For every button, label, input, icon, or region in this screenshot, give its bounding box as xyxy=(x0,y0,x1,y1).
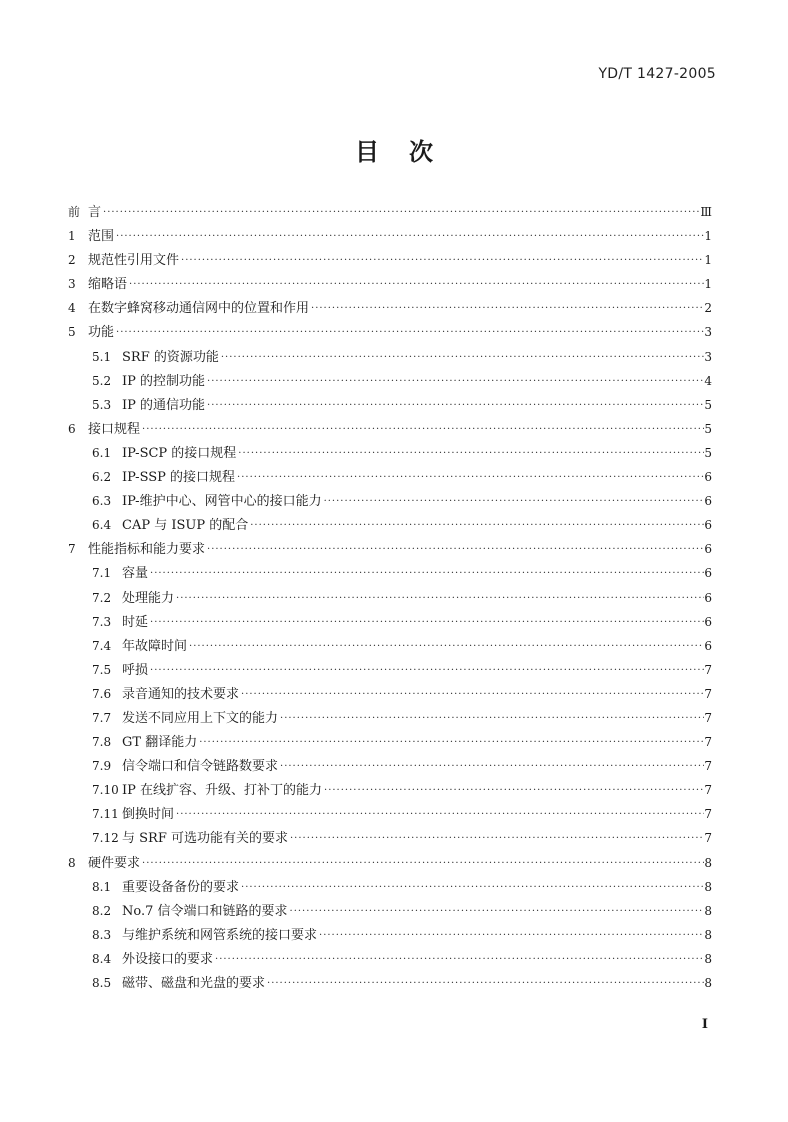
toc-entry-title: IP 的通信功能 xyxy=(122,397,206,413)
toc-entry-title: 录音通知的技术要求 xyxy=(122,686,240,702)
toc-entry-number: 8.4 xyxy=(92,951,112,966)
toc-entry-page: 1 xyxy=(704,253,712,268)
toc-entry-page: 8 xyxy=(704,976,712,990)
toc-entry-number: 5.2 xyxy=(92,373,112,388)
toc-entry-number: 8.5 xyxy=(92,976,112,990)
toc-leader-dots xyxy=(324,779,704,803)
toc-entry-title: 发送不同应用上下文的能力 xyxy=(122,710,279,726)
toc-entry-title: 缩略语 xyxy=(88,277,128,293)
toc-leader-dots xyxy=(207,370,704,394)
toc-entry-number: 7.6 xyxy=(92,686,112,701)
toc-entry-page: 7 xyxy=(704,783,712,798)
toc-leader-dots xyxy=(221,346,704,370)
toc-entry xyxy=(68,369,712,393)
toc-entry-title: GT 翻译能力 xyxy=(122,735,198,751)
toc-entry xyxy=(68,224,712,248)
toc-entry xyxy=(68,610,712,634)
toc-entry-title: 处理能力 xyxy=(122,590,175,606)
toc-entry-page: 6 xyxy=(704,494,712,509)
toc-entry-title: 磁带、磁盘和光盘的要求 xyxy=(122,976,266,991)
toc-entry-page: 6 xyxy=(704,638,712,653)
toc-entry-title: IP 在线扩容、升级、打补丁的能力 xyxy=(122,783,323,799)
toc-entry-page: 3 xyxy=(704,349,712,364)
toc-leader-dots xyxy=(181,249,704,273)
toc-entry-page: 6 xyxy=(704,542,712,557)
toc-leader-dots xyxy=(207,538,704,562)
toc-entry-number: 6.1 xyxy=(92,445,112,460)
toc-entry-page: 6 xyxy=(704,470,712,485)
toc-entry xyxy=(68,947,712,971)
toc-leader-dots xyxy=(189,635,704,659)
toc-entry-number: 8.1 xyxy=(92,879,112,894)
toc-entry-page: 1 xyxy=(704,277,712,292)
toc-entry-page: 6 xyxy=(704,566,712,581)
toc-leader-dots xyxy=(290,827,704,851)
toc-entry-number: 8 xyxy=(68,855,76,870)
toc-entry-page: 3 xyxy=(704,325,712,340)
toc-entry-title: 容量 xyxy=(122,566,149,582)
toc-leader-dots xyxy=(241,683,704,707)
toc-entry-title: IP-维护中心、网管中心的接口能力 xyxy=(122,494,322,510)
toc-entry-title: 规范性引用文件 xyxy=(88,253,180,269)
toc-entry-title: 在数字蜂窝移动通信网中的位置和作用 xyxy=(88,301,310,317)
toc-entry xyxy=(68,730,712,754)
toc-entry-number: 6 xyxy=(68,421,76,436)
toc-leader-dots xyxy=(116,225,704,249)
toc-leader-dots xyxy=(176,587,704,611)
toc-entry-number: 3 xyxy=(68,277,76,292)
toc-entry-number: 7.5 xyxy=(92,662,112,677)
toc-leader-dots xyxy=(311,297,704,321)
toc-entry-title: 范围 xyxy=(88,229,115,245)
toc-entry xyxy=(68,826,712,850)
toc-entry-title: 倒换时间 xyxy=(122,807,175,823)
toc-entry-page: 7 xyxy=(704,686,712,701)
toc-entry xyxy=(68,802,712,826)
toc-entry xyxy=(68,537,712,561)
toc-entry xyxy=(68,586,712,610)
toc-entry-title: IP-SCP 的接口规程 xyxy=(122,445,237,461)
toc-entry-page: 6 xyxy=(704,518,712,533)
toc-entry-page: 7 xyxy=(704,662,712,677)
toc-entry xyxy=(68,513,712,537)
toc-entry-page: 7 xyxy=(704,759,712,774)
toc-entry-title: 功能 xyxy=(88,325,115,341)
toc-entry-number: 7.1 xyxy=(92,566,112,581)
toc-entry-title: 与维护系统和网管系统的接口要求 xyxy=(122,927,318,943)
toc-entry-number: 8.2 xyxy=(92,903,112,918)
toc-leader-dots xyxy=(129,273,704,297)
toc-entry-number: 5.1 xyxy=(92,349,112,364)
table-of-contents xyxy=(68,200,712,995)
toc-leader-dots xyxy=(324,490,704,514)
document-code: YD/T 1427-2005 xyxy=(598,66,716,82)
toc-entry-number: 7.12 xyxy=(92,831,119,846)
toc-entry xyxy=(68,851,712,875)
toc-leader-dots xyxy=(150,659,704,683)
toc-entry xyxy=(68,345,712,369)
toc-entry-number: 6.4 xyxy=(92,518,112,533)
toc-leader-dots xyxy=(176,803,704,827)
toc-entry-page: 5 xyxy=(704,445,712,460)
toc-entry xyxy=(68,465,712,489)
toc-entry xyxy=(68,320,712,344)
toc-entry-number: 7.9 xyxy=(92,759,112,774)
toc-entry-number: 7.3 xyxy=(92,614,112,629)
toc-entry-title: 性能指标和能力要求 xyxy=(88,542,206,558)
toc-entry xyxy=(68,441,712,465)
toc-entry-number: 7.11 xyxy=(92,807,119,822)
toc-entry-page: 8 xyxy=(704,855,712,870)
toc-entry-page: 7 xyxy=(704,831,712,846)
toc-entry-number: 5 xyxy=(68,325,76,340)
toc-entry-page: 4 xyxy=(704,373,712,388)
toc-entry xyxy=(68,296,712,320)
toc-entry-page: 8 xyxy=(704,903,712,918)
toc-entry xyxy=(68,682,712,706)
toc-entry xyxy=(68,778,712,802)
toc-entry-page: 8 xyxy=(704,951,712,966)
toc-entry-title: 信令端口和信令链路数要求 xyxy=(122,759,279,775)
toc-leader-dots xyxy=(142,852,704,876)
toc-entry-number: 7 xyxy=(68,542,76,557)
toc-entry xyxy=(68,561,712,585)
toc-leader-dots xyxy=(280,755,704,779)
toc-entry-number: 7.8 xyxy=(92,735,112,750)
toc-leader-dots xyxy=(250,514,704,538)
toc-entry-title: CAP 与 ISUP 的配合 xyxy=(122,518,249,534)
toc-entry-page: 1 xyxy=(704,229,712,244)
toc-entry-title: 硬件要求 xyxy=(88,855,141,871)
toc-entry-number: 6.2 xyxy=(92,470,112,485)
toc-entry xyxy=(68,634,712,658)
toc-entry xyxy=(68,706,712,730)
toc-leader-dots xyxy=(150,562,704,586)
toc-entry-number: 5.3 xyxy=(92,397,112,412)
toc-entry-page: 5 xyxy=(704,421,712,436)
toc-entry xyxy=(68,272,712,296)
toc-leader-dots xyxy=(280,707,704,731)
toc-leader-dots xyxy=(238,442,704,466)
toc-entry-number: 4 xyxy=(68,301,76,316)
toc-entry-page: 6 xyxy=(704,614,712,629)
toc-entry-number: 7.4 xyxy=(92,638,112,653)
toc-leader-dots xyxy=(142,418,704,442)
toc-entry-title: 年故障时间 xyxy=(122,638,188,654)
toc-entry xyxy=(68,923,712,947)
toc-leader-dots xyxy=(199,731,704,755)
toc-leader-dots xyxy=(241,876,704,900)
toc-entry xyxy=(68,971,712,995)
toc-leader-dots xyxy=(150,611,704,635)
toc-entry-page: 8 xyxy=(704,927,712,942)
toc-leader-dots xyxy=(103,201,700,225)
toc-entry xyxy=(68,393,712,417)
page-title: 目次 xyxy=(355,137,463,166)
toc-entry-page: 7 xyxy=(704,735,712,750)
page-number: I xyxy=(701,1017,708,1032)
toc-leader-dots xyxy=(319,924,704,948)
toc-entry-number: 6.3 xyxy=(92,494,112,509)
toc-entry-page: 5 xyxy=(704,397,712,412)
toc-entry xyxy=(68,658,712,682)
toc-entry-title: SRF 的资源功能 xyxy=(122,349,219,365)
toc-entry-number: 7.7 xyxy=(92,710,112,725)
toc-entry xyxy=(68,248,712,272)
toc-entry xyxy=(68,899,712,923)
toc-entry-title: IP-SSP 的接口规程 xyxy=(122,470,236,486)
toc-entry-title: 与 SRF 可选功能有关的要求 xyxy=(122,831,288,847)
toc-leader-dots xyxy=(215,948,704,972)
toc-entry-number: 1 xyxy=(68,229,76,244)
toc-entry-page: 7 xyxy=(704,807,712,822)
toc-entry-title: IP 的控制功能 xyxy=(122,373,206,389)
toc-entry xyxy=(68,754,712,778)
toc-entry-number: 2 xyxy=(68,253,76,268)
toc-entry-number: 7.10 xyxy=(92,783,119,798)
toc-entry-page: 2 xyxy=(704,301,712,316)
toc-entry xyxy=(68,489,712,513)
toc-entry xyxy=(68,200,712,224)
toc-entry-page: Ⅲ xyxy=(700,205,712,219)
toc-entry-title: No.7 信令端口和链路的要求 xyxy=(122,903,288,919)
toc-entry-number: 7.2 xyxy=(92,590,112,605)
toc-entry-page: 8 xyxy=(704,879,712,894)
toc-entry xyxy=(68,875,712,899)
toc-entry-title: 重要设备备份的要求 xyxy=(122,879,240,895)
toc-entry-page: 6 xyxy=(704,590,712,605)
toc-leader-dots xyxy=(237,466,704,490)
toc-entry-title: 接口规程 xyxy=(88,421,141,437)
toc-entry-title: 言 xyxy=(88,205,102,220)
toc-entry xyxy=(68,417,712,441)
toc-leader-dots xyxy=(207,394,704,418)
toc-entry-number: 前 xyxy=(68,205,81,219)
toc-entry-number: 8.3 xyxy=(92,927,112,942)
toc-entry-title: 时延 xyxy=(122,614,149,630)
toc-leader-dots xyxy=(290,900,704,924)
toc-entry-title: 呼损 xyxy=(122,662,149,678)
toc-entry-page: 7 xyxy=(704,710,712,725)
toc-leader-dots xyxy=(267,972,704,996)
toc-entry-title: 外设接口的要求 xyxy=(122,951,214,967)
toc-leader-dots xyxy=(116,321,704,345)
